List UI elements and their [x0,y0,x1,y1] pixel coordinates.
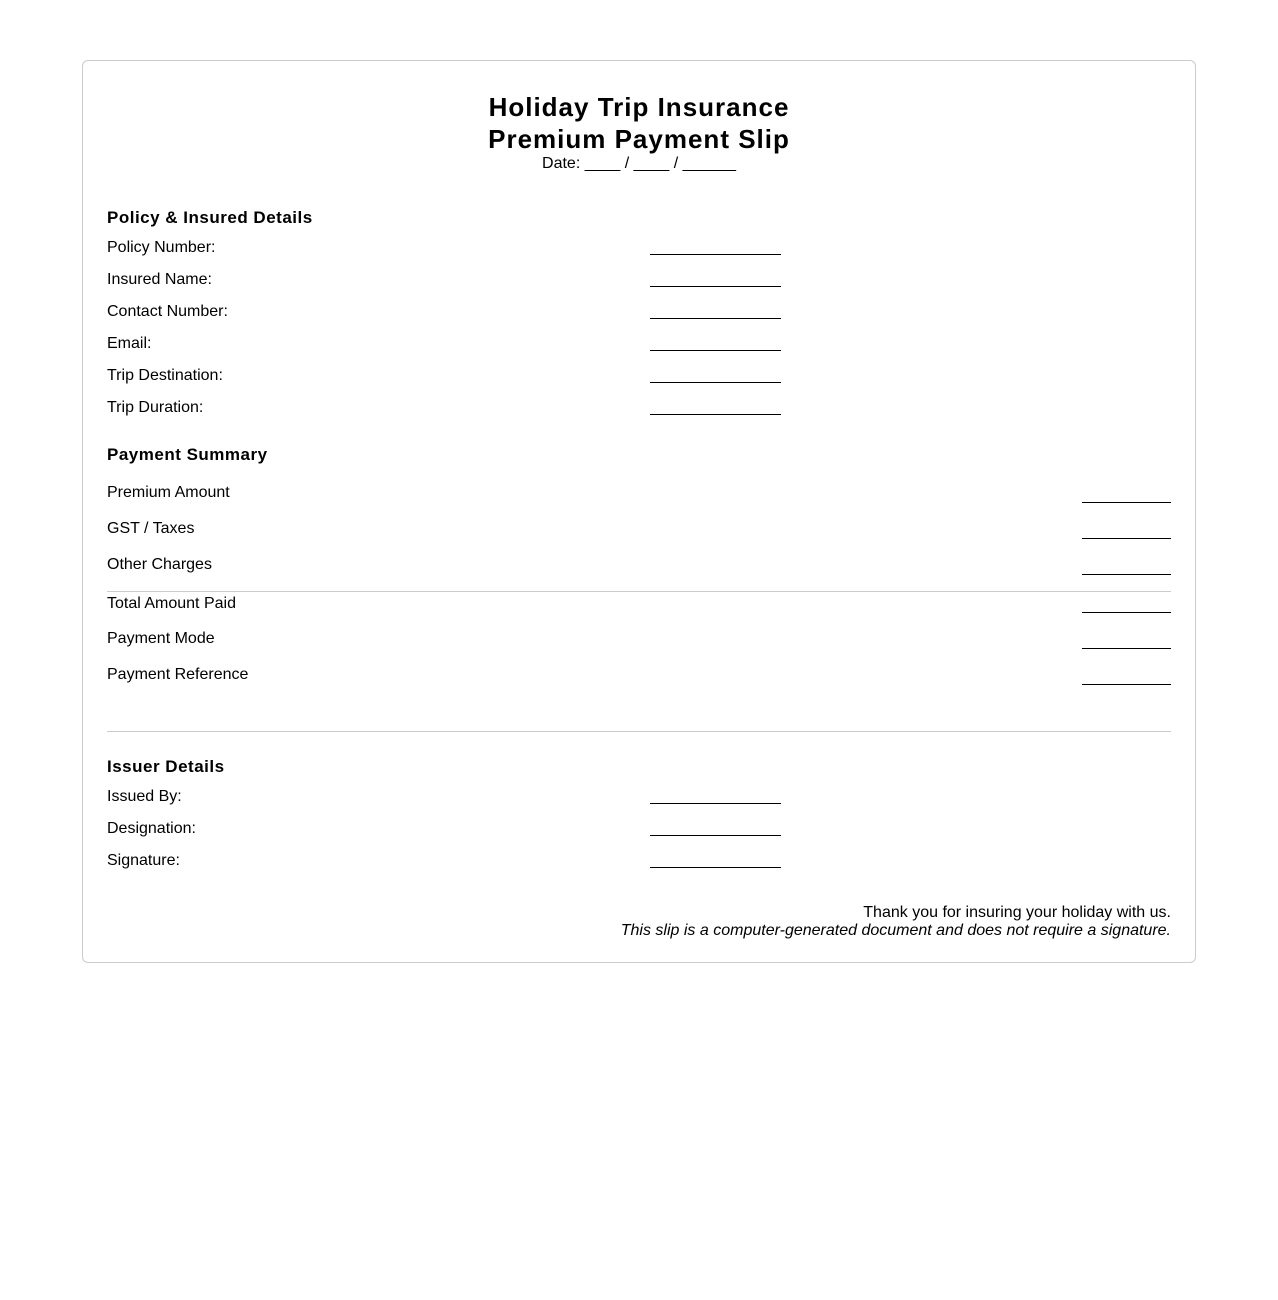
field-payment-mode [107,628,1171,664]
title-line-2: Premium Payment Slip [488,124,790,154]
field-issued-by [107,786,1171,818]
field-label: Issued By: [107,788,182,805]
other-charges-blank[interactable] [1082,574,1171,575]
field-label: Other Charges [107,556,212,573]
field-trip-duration [107,397,1171,429]
gst-taxes-blank[interactable] [1082,538,1171,539]
field-email [107,333,1171,365]
slip-footer [107,904,1171,940]
date-line: Date: ____ / ____ / ______ [542,155,736,172]
trip-duration-blank[interactable] [650,414,781,415]
field-label: Payment Reference [107,666,249,683]
insured-name-blank[interactable] [650,286,781,287]
policy-section-heading: Policy & Insured Details [107,208,313,227]
designation-blank[interactable] [650,835,781,836]
signature-blank[interactable] [650,867,781,868]
issuer-section-heading: Issuer Details [107,757,225,776]
field-label: Email: [107,335,152,352]
field-trip-destination [107,365,1171,397]
policy-fields [107,237,1171,429]
field-label: Total Amount Paid [107,595,236,612]
field-label: Payment Mode [107,630,215,647]
section-divider [107,731,1171,732]
payment-mode-blank[interactable] [1082,648,1171,649]
field-total-amount-paid [107,592,1171,628]
field-label: Trip Destination: [107,367,223,384]
policy-number-blank[interactable] [650,254,781,255]
field-label: Trip Duration: [107,399,204,416]
field-other-charges [107,554,1171,590]
total-amount-paid-blank[interactable] [1082,612,1171,613]
field-signature [107,850,1171,882]
contact-number-blank[interactable] [650,318,781,319]
slip-header [107,91,1171,173]
field-insured-name [107,269,1171,301]
issuer-fields [107,786,1171,882]
title-line-1: Holiday Trip Insurance [488,92,790,122]
field-label: Designation: [107,820,196,837]
trip-destination-blank[interactable] [650,382,781,383]
field-designation [107,818,1171,850]
computer-generated-note: This slip is a computer-generated document and does not require a signature. [620,922,1171,939]
issued-by-blank[interactable] [650,803,781,804]
payment-fields [107,482,1171,700]
field-payment-reference [107,664,1171,700]
field-policy-number [107,237,1171,269]
field-gst-taxes [107,518,1171,554]
payment-section-heading: Payment Summary [107,445,268,464]
payment-slip-card [82,60,1196,963]
thank-you-text: Thank you for insuring your holiday with us. [863,904,1171,921]
field-label: Signature: [107,852,180,869]
field-label: Policy Number: [107,239,216,256]
field-contact-number [107,301,1171,333]
field-premium-amount [107,482,1171,518]
field-label: GST / Taxes [107,520,195,537]
field-label: Contact Number: [107,303,228,320]
field-label: Insured Name: [107,271,212,288]
field-label: Premium Amount [107,484,230,501]
email-blank[interactable] [650,350,781,351]
payment-reference-blank[interactable] [1082,684,1171,685]
premium-amount-blank[interactable] [1082,502,1171,503]
